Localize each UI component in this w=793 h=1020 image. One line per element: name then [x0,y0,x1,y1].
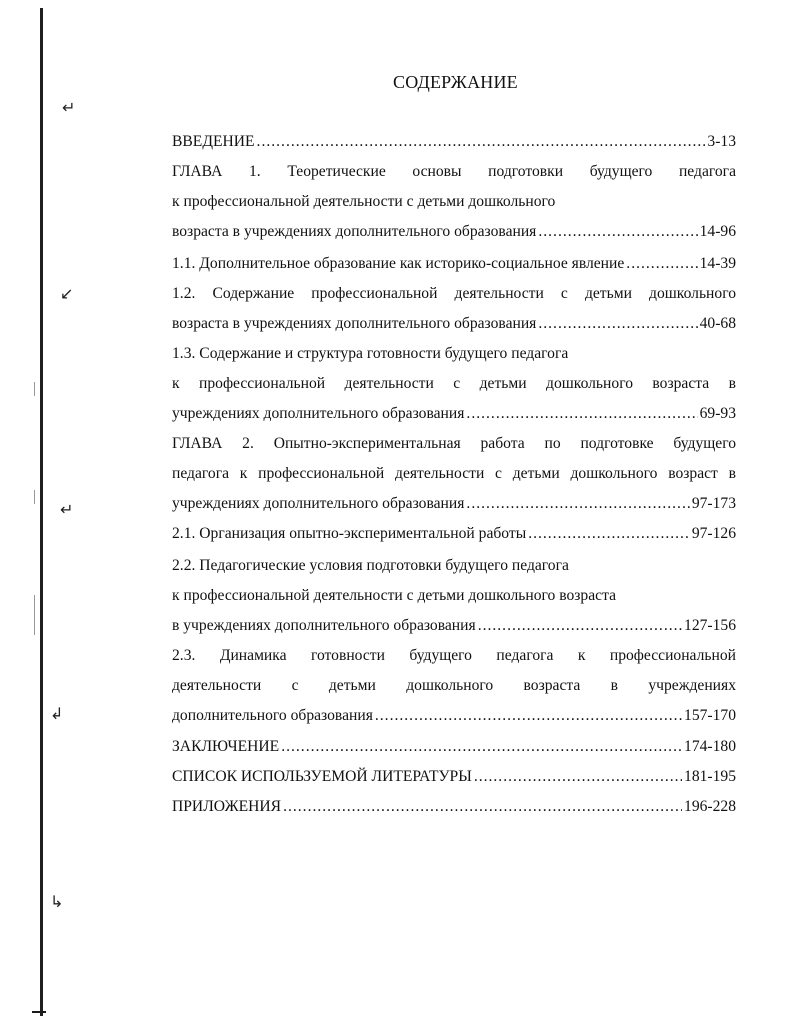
scan-faint-tick [34,490,35,504]
toc-entry [172,524,736,544]
toc-entry-text: учреждениях дополнительного образования [172,405,465,422]
toc-entry: ГЛАВА 2. Опытно-экспериментальная работа по подготовке будущего [172,435,736,452]
hole-punch-mark-icon: ↵ [62,98,76,117]
toc-entry [172,494,736,514]
toc-entry-text: ВВЕДЕНИЕ [172,133,255,150]
toc-entry-text: дополнительного образования [172,707,373,724]
toc-page-range: 14-39 [699,255,736,272]
toc-entry: 2.2. Педагогические условия подготовки будущего педагога [172,557,569,574]
toc-entry [172,404,736,424]
toc-entry: педагога к профессиональной деятельности с детьми дошкольного возраст в [172,465,736,482]
toc-page-range: 40-68 [699,315,736,332]
toc-leader [478,616,682,636]
toc-entry-text: 1.1. Дополнительное образование как историко-социальное явление [172,255,625,272]
toc-page-range: 127-156 [684,617,736,634]
toc-entry: 1.3. Содержание и структура готовности будущего педагога [172,345,569,362]
toc-entry-text: в учреждениях дополнительного образования [172,617,476,634]
toc-leader [466,494,689,514]
toc-entry [172,706,736,726]
toc-leader [538,222,697,242]
toc-entry: ГЛАВА 1. Теоретические основы подготовки будущего педагога [172,163,736,180]
toc-entry [172,222,736,242]
scan-faint-tick [34,382,35,396]
toc-page-range: 181-195 [684,768,736,785]
toc-entry-text: возраста в учреждениях дополнительного образования [172,315,537,332]
toc-leader [257,132,706,152]
toc-page-range: 97-173 [691,495,736,512]
toc-leader [626,254,697,274]
toc-entry [172,616,736,636]
toc-entry [172,254,736,274]
toc-entry-text: учреждениях дополнительного образования [172,495,465,512]
toc-entry: к профессиональной деятельности с детьми дошкольного возраста в [172,375,736,392]
toc-leader [466,404,697,424]
toc-entry [172,797,736,817]
toc-leader [375,706,682,726]
hole-punch-mark-icon: ↳ [50,892,64,911]
scan-bottom-mark [32,1011,46,1013]
toc-leader [528,524,690,544]
toc-page-range: 14-96 [699,223,736,240]
toc-entry-text: ПРИЛОЖЕНИЯ [172,798,282,815]
scan-faint-tick [34,595,35,635]
toc-entry [172,314,736,334]
toc-entry-text: 2.1. Организация опытно-экспериментальной работы [172,525,527,542]
hole-punch-mark-icon: ↵ [60,500,74,519]
toc-entry-text: ЗАКЛЮЧЕНИЕ [172,738,280,755]
toc-page-range: 196-228 [684,798,736,815]
toc-entry [172,737,736,757]
toc-entry [172,767,736,787]
toc-leader [538,314,697,334]
toc-page-range: 174-180 [684,738,736,755]
toc-entry: 1.2. Содержание профессиональной деятельности с детьми дошкольного [172,285,736,302]
toc-page-range: 157-170 [684,707,736,724]
toc-page-range: 97-126 [691,525,736,542]
toc-page-range: 69-93 [699,405,736,422]
toc-leader [474,767,682,787]
toc-entry: к профессиональной деятельности с детьми дошкольного возраста [172,587,617,604]
toc-page-range: 3-13 [707,133,736,150]
page-title: СОДЕРЖАНИЕ [393,72,518,92]
toc-leader [283,797,682,817]
toc-entry: 2.3. Динамика готовности будущего педагога к профессиональной [172,647,736,664]
toc-entry: деятельности с детьми дошкольного возраста в учреждениях [172,677,736,694]
toc-entry-text: СПИСОК ИСПОЛЬЗУЕМОЙ ЛИТЕРАТУРЫ [172,768,472,785]
hole-punch-mark-icon: ↙ [60,284,74,303]
scan-edge-line [40,8,43,1016]
toc-entry [172,132,736,152]
hole-punch-mark-icon: ↲ [50,704,64,723]
toc-entry-text: возраста в учреждениях дополнительного образования [172,223,537,240]
toc-leader [281,737,682,757]
toc-entry: к профессиональной деятельности с детьми дошкольного [172,193,556,210]
